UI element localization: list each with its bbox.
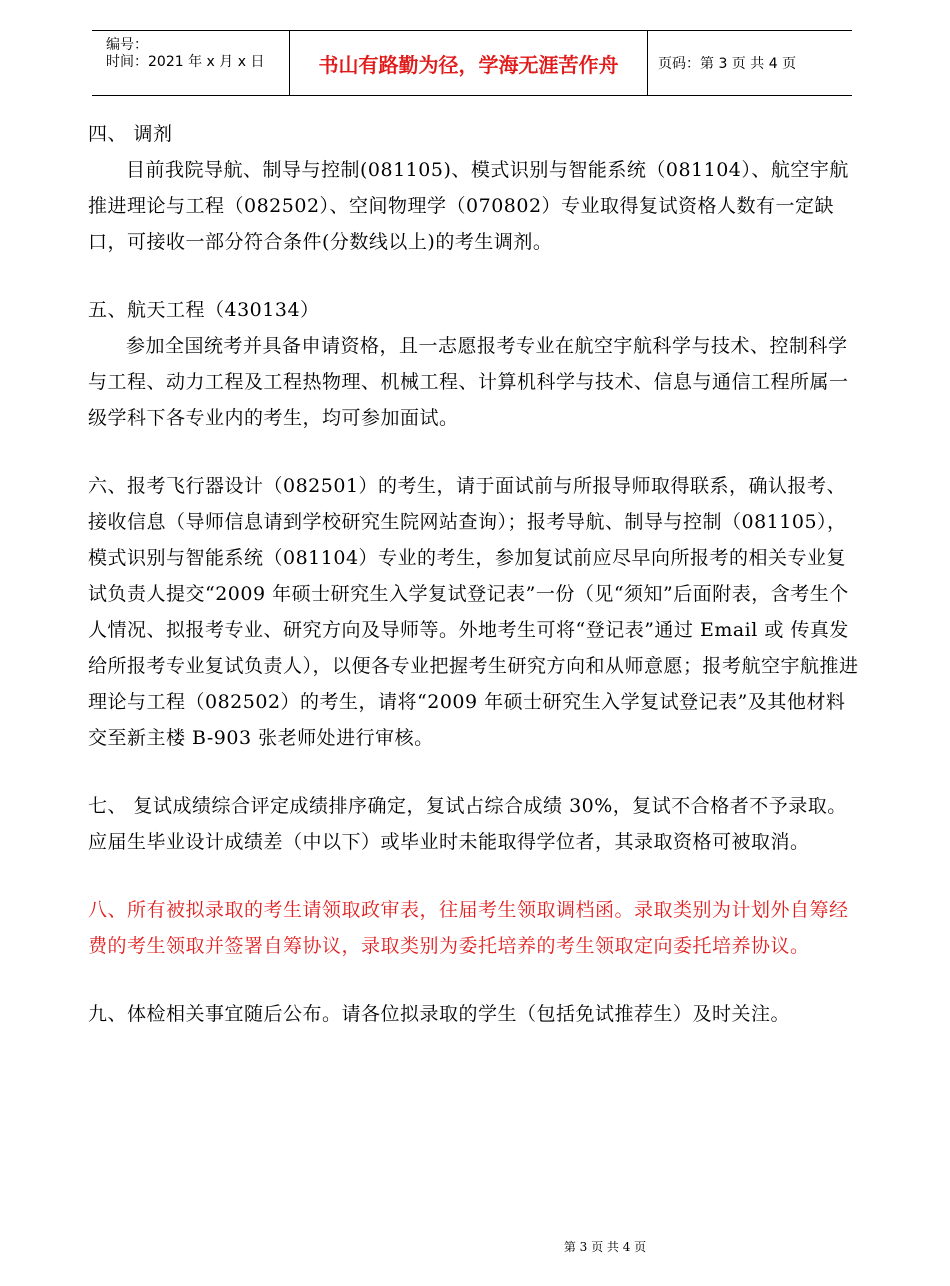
section-9-text: 九、体检相关事宜随后公布。请各位拟录取的学生（包括免试推荐生）及时关注。 [88,1003,791,1025]
page-header [92,30,852,96]
header-page-info: 页码：第 3 页 共 4 页 [658,56,797,72]
section-8-text: 八、所有被拟录取的考生请领取政审表，往届考生领取调档函。录取类别为计划外自筹经费的考生领取并签署自筹协议，录取类别为委托培养的考生领取定向委托培养协议。 [88,899,849,957]
header-meta [92,31,290,95]
page-footer [0,1238,950,1255]
footer-page-number: 第 3 页 共 4 页 [563,1240,647,1254]
section-7-text: 七、 复试成绩综合评定成绩排序确定，复试占综合成绩 30%，复试不合格者不予录取。应届生毕业设计成绩差（中以下）或毕业时未能取得学位者，其录取资格可被取消。 [88,795,847,853]
section-6-text: 六、报考飞行器设计（082501）的考生，请于面试前与所报导师取得联系，确认报考、接收信息（导师信息请到学校研究生院网站查询）；报考导航、制导与控制（081105），模式识别与智能系统（081104）专业的考生，参加复试前应尽早向所报考的相关专业复试负责人提交“2009 年硕士研究生入学复试登记表”一份（见“须知”后面附表，含考生个人情况、拟报考专业、研究方向及导师等。外地考生可将“登记表”通过 Email 或 传真发给所报考专业复试负责人），以便各专业把握考生研究方向和从师意愿；报考航空宇航推进理论与工程（082502）的考生，请将“2009 年硕士研究生入学复试登记表”及其他材料交至新主楼 B-903 张老师处进行审核。 [88,475,859,749]
section-5-heading: 五、航天工程（430134） [88,299,320,321]
section-4-body: 目前我院导航、制导与控制(081105)、模式识别与智能系统（081104）、航空宇航推进理论与工程（082502）、空间物理学（070802）专业取得复试资格人数有一定缺口，可接收一部分符合条件(分数线以上)的考生调剂。 [88,159,849,253]
document-date: 时间：2021 年 x 月 x 日 [106,54,265,70]
section-4-heading: 四、 调剂 [88,123,173,145]
section-5-body: 参加全国统考并具备申请资格，且一志愿报考专业在航空宇航科学与技术、控制科学与工程、动力工程及工程热物理、机械工程、计算机科学与技术、信息与通信工程所属一级学科下各专业内的考生，均可参加面试。 [88,335,849,429]
document-body [88,116,864,1032]
header-motto: 书山有路勤为径，学海无涯苦作舟 [290,31,648,95]
document-number-label: 编号： [106,37,148,53]
